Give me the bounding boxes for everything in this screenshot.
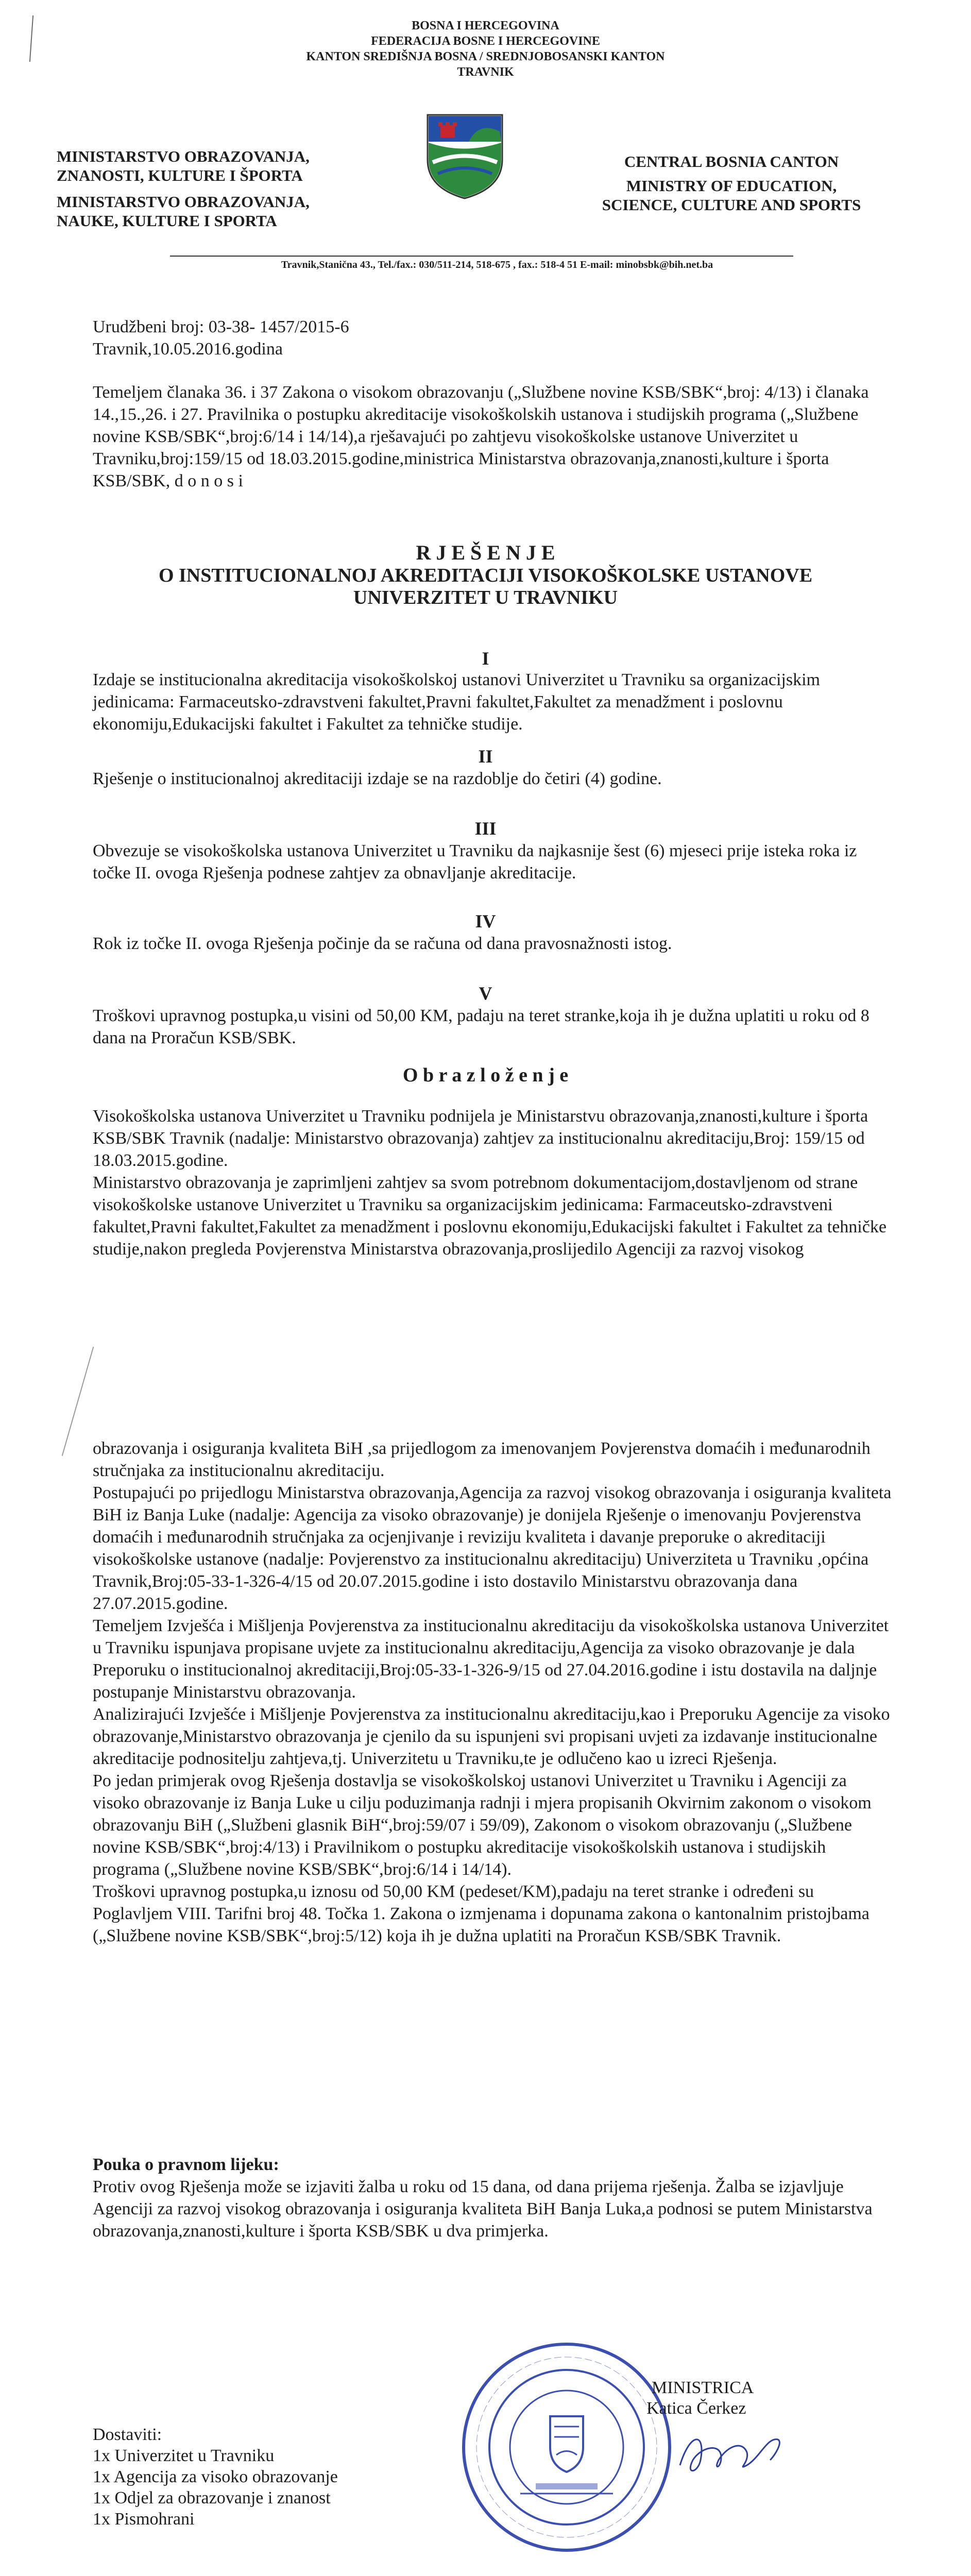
reasoning-page2 bbox=[93, 1437, 896, 1947]
legal-remedy-title: Pouka o pravnom lijeku: bbox=[93, 2155, 279, 2174]
reasoning-title: O b r a z l o ž e n j e bbox=[402, 1064, 569, 1086]
header-federation: FEDERACIJA BOSNE I HERCEGOVINE bbox=[371, 35, 600, 48]
contact-line: Travnik,Stanična 43., Tel./fax.: 030/511-214, 518-675 , fax.: 518-4 51 E-mail: minobsbk@bih.net.ba bbox=[281, 259, 713, 270]
reasoning-paragraph: Po jedan primjerak ovog Rješenja dostavlja se visokoškolskoj ustanovi Univerzitet u Travniku i Agenciji za visoko obrazovanje iz Banja Luke u cilju poduzimanja radnji i mjera propisanih Okvirnim zakonom o visokom obrazovanju BiH („Službeni glasnik BiH“,broj:59/07 i 59/09), Zakonom o visokom obrazovanju („Službene novine KSB/SBK“,broj:4/13) i Pravilnikom o postupku akreditacije visokoškolskih ustanova i studijskih programa („Službene novine KSB/SBK“,broj:6/14 i 14/14). bbox=[93, 1771, 872, 1879]
document-title: R J E Š E N J E bbox=[416, 541, 555, 564]
scan-mark bbox=[62, 1347, 94, 1456]
section-text: Obvezuje se visokoškolska ustanova Univerzitet u Travniku da najkasnije šest (6) mjeseci prije isteka roka iz točke II. ovoga Rješenja podnese zahtjev za obnavljanje akreditacije. bbox=[93, 841, 857, 883]
canton-coat-of-arms bbox=[422, 111, 507, 201]
section-number: V bbox=[479, 983, 492, 1004]
delivery-list bbox=[93, 2424, 338, 2530]
ministry-name-right: CENTRAL BOSNIA CANTON MINISTRY OF EDUCATION, SCIENCE, CULTURE AND SPORTS bbox=[602, 152, 861, 214]
handwritten-signature bbox=[644, 2411, 840, 2488]
reasoning-paragraph: Visokoškolska ustanova Univerzitet u Travniku podnijela je Ministarstvu obrazovanja,znanosti,kulture i športa KSB/SBK Travnik (nadalje: Ministarstvo obrazovanja) zahtjev za institucionalnu akreditaciju,Broj: 159/15 od 18.03.2015.godine. bbox=[93, 1107, 868, 1170]
reasoning-paragraph: Postupajući po prijedlogu Ministarstva obrazovanja,Agencija za razvoj visokog obrazovanja i osiguranja kvaliteta BiH iz Banja Luke (nadalje: Agencija za visoko obrazovanje) je donijela Rješenje o imenovanju Povjerenstva domaćih i međunarodnih stručnjaka za ocjenjivanje i reviziju kvaliteta i davanje preporuke o akreditaciji visokoškolske ustanove (nadalje: Povjerenstvo za institucionalnu akreditaciju) Univerziteta u Travniku ,općina Travnik,Broj:05-33-1-326-4/15 od 20.07.2015.godine i isto dostavilo Ministarstvu obrazovanja dana 27.07.2015.godine. bbox=[93, 1483, 892, 1613]
section-text: Troškovi upravnog postupka,u visini od 50,00 KM, padaju na teret stranke,koja ih je dužna uplatiti u roku od 8 dana na Proračun KSB/SBK. bbox=[93, 1006, 870, 1047]
ministry-name-left: MINISTARSTVO OBRAZOVANJA, ZNANOSTI, KULTURE I ŠPORTA MINISTARSTVO OBRAZOVANJA, NAUKE, KULTURE I SPORTA bbox=[57, 147, 310, 230]
document-subtitle: O INSTITUCIONALNOJ AKREDITACIJI VISOKOŠKOLSKE USTANOVE bbox=[158, 565, 813, 586]
legal-remedy-text: Protiv ovog Rješenja može se izjaviti žalba u roku od 15 dana, od dana prijema rješenja. Žalba se izjavljuje Agenciji za razvoj visokog obrazovanja i osiguranja kvaliteta BiH Banja Luka,a podnosi se putem Ministarstva obrazovanja,znanosti,kulture i športa KSB/SBK u dva primjerka. bbox=[93, 2177, 873, 2241]
reasoning-paragraph: Ministarstvo obrazovanja je zaprimljeni zahtjev sa svom potrebnom dokumentacijom,dostavljenom od strane visokoškolske ustanove Univerzitet u Travniku sa organizacijskim jedinicama: Farmaceutsko-zdravstveni fakultet,Pravni fakultet,Fakultet za menadžment i poslovnu ekonomiju,Edukacijski fakultet i Fakultet za tehničke studije,nakon pregleda Povjerenstva Ministarstva obrazovanja,proslijedilo Agenciji za razvoj visokog bbox=[93, 1173, 887, 1259]
signatory-name: Katica Čerkez bbox=[646, 2399, 746, 2418]
reasoning-page1 bbox=[93, 1105, 896, 1260]
section-number: II bbox=[478, 746, 493, 767]
legal-remedy bbox=[93, 2154, 896, 2242]
section-text: Rok iz točke II. ovoga Rješenja počinje da se računa od dana pravosnažnosti istog. bbox=[93, 934, 672, 953]
delivery-label: Dostaviti: bbox=[93, 2425, 162, 2444]
reference-number: Urudžbeni broj: 03-38- 1457/2015-6 bbox=[93, 317, 349, 336]
reasoning-paragraph: obrazovanja i osiguranja kvaliteta BiH ,sa prijedlogom za imenovanjem Povjerenstva domaćih i međunarodnih stručnjaka za institucionalnu akreditaciju. bbox=[93, 1439, 871, 1480]
document-date: Travnik,10.05.2016.godina bbox=[93, 340, 283, 359]
reasoning-paragraph: Analizirajući Izvješće i Mišljenje Povjerenstva za institucionalnu akreditaciju,kao i Preporuku Agencije za visoko obrazovanje,Ministarstvo obrazovanja je cjenilo da su ispunjeni svi propisani uvjeti za izdavanje institucionalne akreditacije podnositelju zahtjeva,tj. Univerzitetu u Travniku,te je odlučeno kao u izreci Rješenja. bbox=[93, 1705, 890, 1768]
preamble: Temeljem članaka 36. i 37 Zakona o visokom obrazovanju („Službene novine KSB/SBK“,broj: 4/13) i članaka 14.,15.,26. i 27. Pravilnika o postupku akreditacije visokoškolskih ustanova i studijskih programa („Službene novine KSB/SBK“,broj:6/14 i 14/14),a rješavajući po zahtjevu visokoškolske ustanove Univerzitet u Travniku,broj:159/15 od 18.03.2015.godine,ministrica Ministarstva obrazovanja,znanosti,kulture i športa KSB/SBK, d o n o s i bbox=[93, 383, 869, 490]
header-canton: KANTON SREDIŠNJA BOSNA / SREDNJOBOSANSKI KANTON bbox=[306, 50, 665, 63]
official-seal bbox=[458, 2339, 675, 2555]
section-number: I bbox=[482, 648, 489, 669]
signatory-title: MINISTRICA bbox=[652, 2378, 754, 2397]
delivery-item: 1x Univerzitet u Travniku bbox=[93, 2446, 275, 2465]
section-number: III bbox=[474, 818, 497, 839]
section-text: Rješenje o institucionalnoj akreditaciji izdaje se na razdoblje do četiri (4) godine. bbox=[93, 769, 662, 788]
header-divider bbox=[170, 256, 793, 257]
header-city: TRAVNIK bbox=[457, 65, 514, 79]
header-country: BOSNA I HERCEGOVINA bbox=[412, 19, 559, 32]
delivery-item: 1x Agencija za visoko obrazovanje bbox=[93, 2467, 338, 2486]
delivery-item: 1x Pismohrani bbox=[93, 2510, 195, 2529]
document-subtitle: UNIVERZITET U TRAVNIKU bbox=[353, 587, 618, 608]
reasoning-paragraph: Troškovi upravnog postupka,u iznosu od 50,00 KM (pedeset/KM),padaju na teret stranke i određeni su Poglavljem VIII. Tarifni broj 48. Točka 1. Zakona o izmjenama i dopunama zakona o kantonalnim pristojbama („Službene novine KSB/SBK“,broj:5/12) koja ih je dužna uplatiti na Proračun KSB/SBK Travnik. bbox=[93, 1882, 870, 1945]
reasoning-paragraph: Temeljem Izvješća i Mišljenja Povjerenstva za institucionalnu akreditaciju da visokoškolska ustanova Univerzitet u Travniku ispunjava propisane uvjete za institucionalnu akreditaciju,Agencija za visoko obrazovanje je dala Preporuku o institucionalnoj akreditaciji,Broj:05-33-1-326-9/15 od 27.04.2016.godine i istu dostavila na daljnje postupanje Ministarstvu obrazovanja. bbox=[93, 1616, 889, 1702]
delivery-item: 1x Odjel za obrazovanje i znanost bbox=[93, 2488, 331, 2507]
section-number: IV bbox=[475, 911, 496, 931]
section-text: Izdaje se institucionalna akreditacija visokoškolskoj ustanovi Univerzitet u Travniku sa organizacijskim jedinicama: Farmaceutsko-zdravstveni fakultet,Pravni fakultet,Fakultet za menadžment i poslovnu ekonomiju,Edukacijski fakultet i Fakultet za tehničke studije. bbox=[93, 670, 820, 734]
